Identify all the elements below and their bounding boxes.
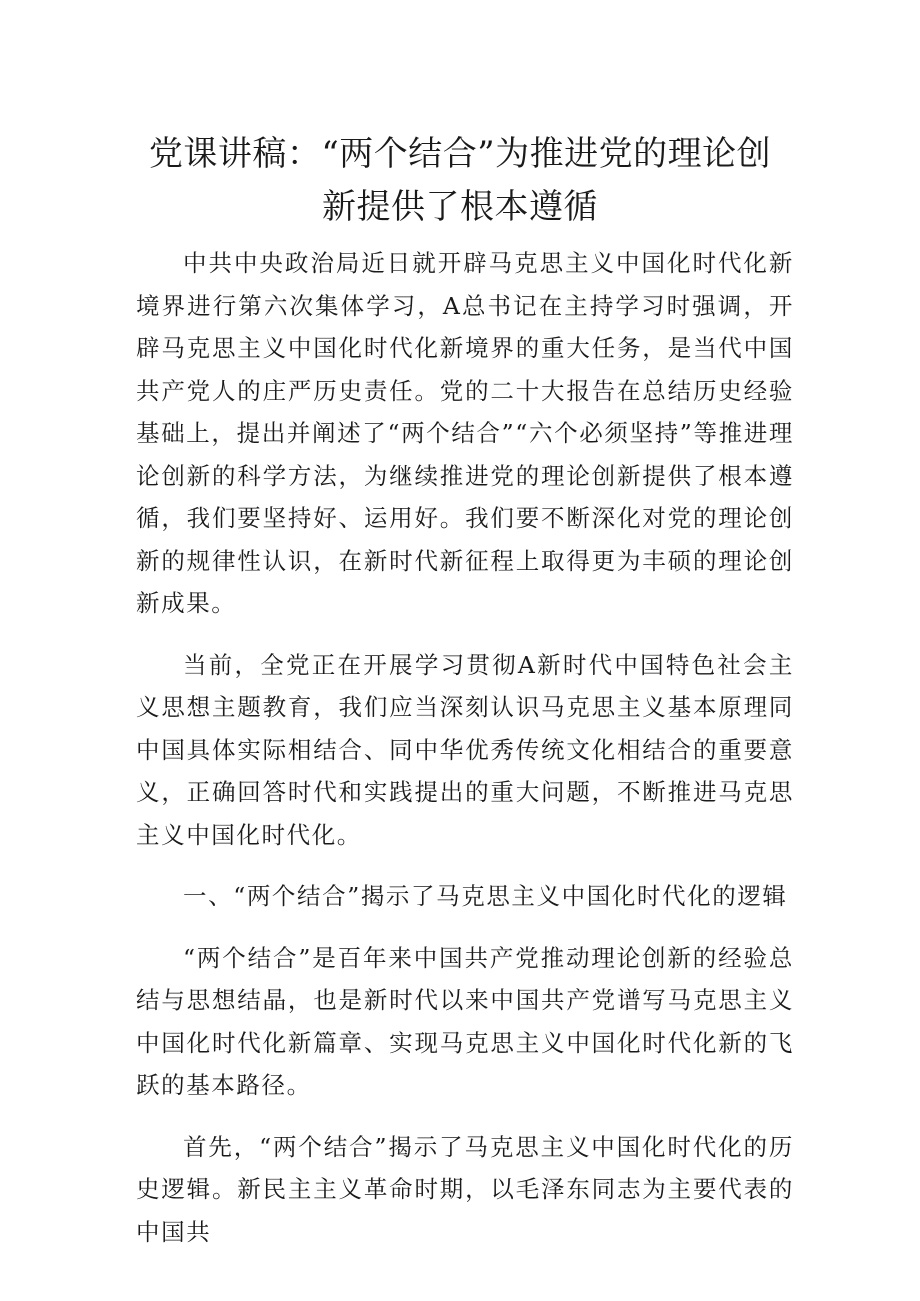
paragraph-historical-logic: 首先，“两个结合”揭示了马克思主义中国化时代化的历史逻辑。新民主主义革命时期，以毛泽东同志为主要代表的中国共 bbox=[136, 1132, 794, 1246]
paragraph-two-combinations: “两个结合”是百年来中国共产党推动理论创新的经验总结与思想结晶，也是新时代以来中国共产党谱写马克思主义中国化时代化新篇章、实现马克思主义中国化时代化新的飞跃的基本路径。 bbox=[136, 943, 794, 1099]
document-body bbox=[136, 242, 794, 1253]
paragraph-intro: 中共中央政治局近日就开辟马克思主义中国化时代化新境界进行第六次集体学习，A总书记在主持学习时强调，开辟马克思主义中国化时代化新境界的重大任务，是当代中国共产党人的庄严历史责任。党的二十大报告在总结历史经验基础上，提出并阐述了“两个结合”“六个必须坚持”等推进理论创新的科学方法，为继续推进党的理论创新提供了根本遵循，我们要坚持好、运用好。我们要不断深化对党的理论创新的规律性认识，在新时代新征程上取得更为丰硕的理论创新成果。 bbox=[136, 249, 794, 617]
document-title bbox=[130, 128, 790, 234]
section-heading-1: 一、“两个结合”揭示了马克思主义中国化时代化的逻辑 bbox=[183, 882, 788, 910]
title-line-2: 新提供了根本遵循 bbox=[322, 187, 598, 227]
paragraph-current-education: 当前，全党正在开展学习贯彻A新时代中国特色社会主义思想主题教育，我们应当深刻认识马克思主义基本原理同中国具体实际相结合、同中华优秀传统文化相结合的重要意义，正确回答时代和实践提出的重大问题，不断推进马克思主义中国化时代化。 bbox=[136, 650, 794, 849]
title-line-1: 党课讲稿：“两个结合”为推进党的理论创 bbox=[148, 134, 772, 174]
